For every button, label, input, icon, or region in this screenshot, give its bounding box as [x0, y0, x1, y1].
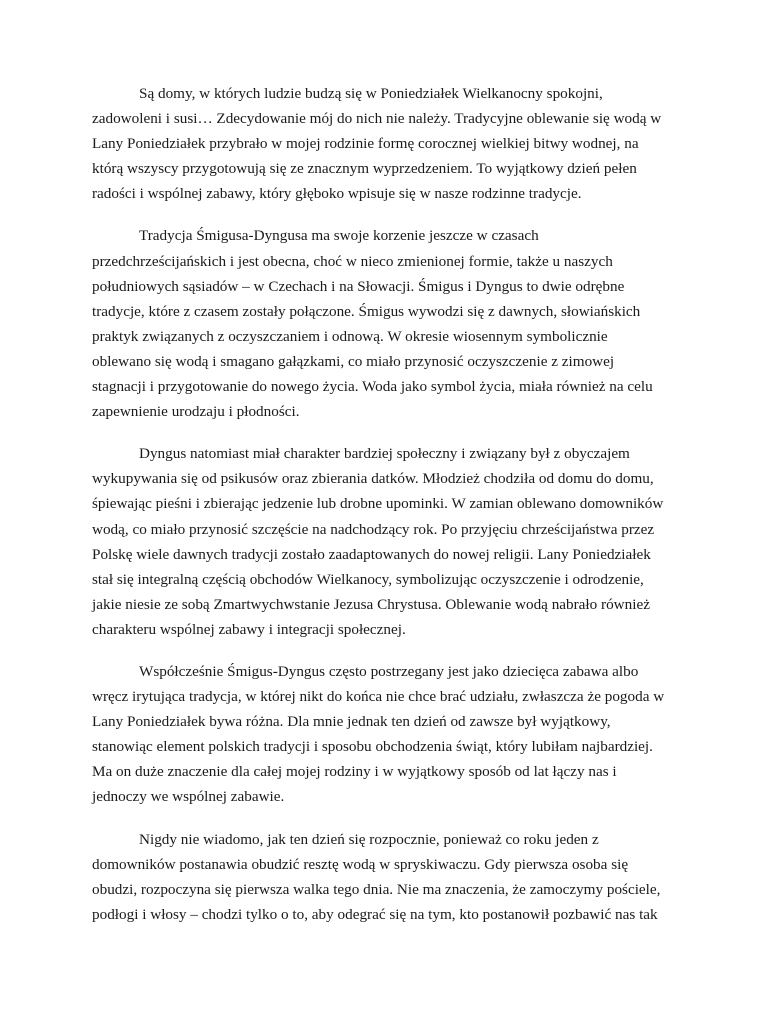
text-line: Polskę wiele dawnych tradycji zostało zaadaptowanych do nowej religii. Lany Poniedziałek	[92, 545, 651, 563]
text-line: praktyk związanych z oczyszczaniem i odnową. W okresie wiosennym symbolicznie	[92, 327, 608, 345]
text-line: stagnacji i przygotowanie do nowego życia. Woda jako symbol życia, miała również na celu	[92, 378, 653, 396]
text-line: domowników postanawia obudzić resztę wodą w spryskiwaczu. Gdy pierwsza osoba się	[92, 855, 629, 873]
text-line: Nigdy nie wiadomo, jak ten dzień się rozpocznie, ponieważ co roku jeden z	[139, 830, 599, 848]
text-line: wykupywania się od psikusów oraz zbierania datków. Młodzież chodziła od domu do domu,	[92, 470, 654, 488]
text-line: obudzi, rozpoczyna się pierwsza walka tego dnia. Nie ma znaczenia, że zamoczymy pościele,	[92, 880, 661, 898]
text-line: stał się integralną częścią obchodów Wielkanocy, symbolizując oczyszczenie i odrodzenie,	[92, 570, 644, 588]
text-line: którą wszyscy przygotowują się ze znacznym wyprzedzeniem. To wyjątkowy dzień pełen	[92, 160, 637, 178]
text-line: Współcześnie Śmigus-Dyngus często postrzegany jest jako dziecięca zabawa albo	[139, 662, 639, 680]
text-line: Są domy, w których ludzie budzą się w Poniedziałek Wielkanocny spokojni,	[139, 85, 603, 102]
text-line: zapewnienie urodzaju i płodności.	[92, 403, 300, 421]
text-line: Tradycja Śmigusa-Dyngusa ma swoje korzenie jeszcze w czasach	[139, 227, 539, 245]
paragraph-4	[92, 659, 676, 810]
text-line: Lany Poniedziałek bywa różna. Dla mnie jednak ten dzień od zawsze był wyjątkowy,	[92, 713, 611, 731]
text-line: Dyngus natomiast miał charakter bardziej społeczny i związany był z obyczajem	[139, 445, 630, 463]
text-line: południowych sąsiadów – w Czechach i na Słowacji. Śmigus i Dyngus to dwie odrębne	[92, 277, 625, 295]
text-line: radości i wspólnej zabawy, który głęboko wpisuje się w nasze rodzinne tradycje.	[92, 185, 582, 203]
text-line: przedchrześcijańskich i jest obecna, choć w nieco zmienionej formie, także u naszych	[92, 252, 613, 270]
text-line: stanowiąc element polskich tradycji i sposobu obchodzenia świąt, który lubiłam najbardziej.	[92, 738, 653, 756]
text-line: oblewano się wodą i smagano gałązkami, co miało przynosić oczyszczenie z zimowej	[92, 352, 615, 370]
text-line: Ma on duże znaczenie dla całej mojej rodziny i w wyjątkowy sposób od lat łączy nas i	[92, 763, 617, 781]
text-line: charakteru wspólnej zabawy i integracji społecznej.	[92, 620, 406, 638]
text-line: zadowoleni i susi… Zdecydowanie mój do nich nie należy. Tradycyjne oblewanie się wodą w	[92, 110, 662, 128]
paragraph-5	[92, 827, 676, 927]
text-line: śpiewając pieśni i zbierając jedzenie lub drobne upominki. W zamian oblewano domowników	[92, 495, 664, 513]
text-line: wodą, co miało przynosić szczęście na nadchodzący rok. Po przyjęciu chrześcijaństwa przez	[92, 520, 655, 538]
paragraph-2	[92, 223, 676, 424]
text-line: wręcz irytująca tradycja, w której nikt do końca nie chce brać udziału, zwłaszcza że pogoda w	[92, 688, 665, 706]
document-body	[92, 81, 676, 944]
text-line: tradycje, które z czasem zostały połączone. Śmigus wywodzi się z dawnych, słowiańskich	[92, 302, 641, 320]
paragraph-1	[92, 81, 676, 206]
text-line: jednoczy we wspólnej zabawie.	[92, 788, 285, 806]
text-line: podłogi i włosy – chodzi tylko o to, aby odegrać się na tym, kto postanowił pozbawić nas tak	[92, 905, 658, 923]
paragraph-3	[92, 441, 676, 642]
text-line: Lany Poniedziałek przybrało w mojej rodzinie formę corocznej wielkiej bitwy wodnej, na	[92, 135, 639, 153]
text-line: jakie niesie ze sobą Zmartwychwstanie Jezusa Chrystusa. Oblewanie wodą nabrało również	[92, 595, 650, 613]
